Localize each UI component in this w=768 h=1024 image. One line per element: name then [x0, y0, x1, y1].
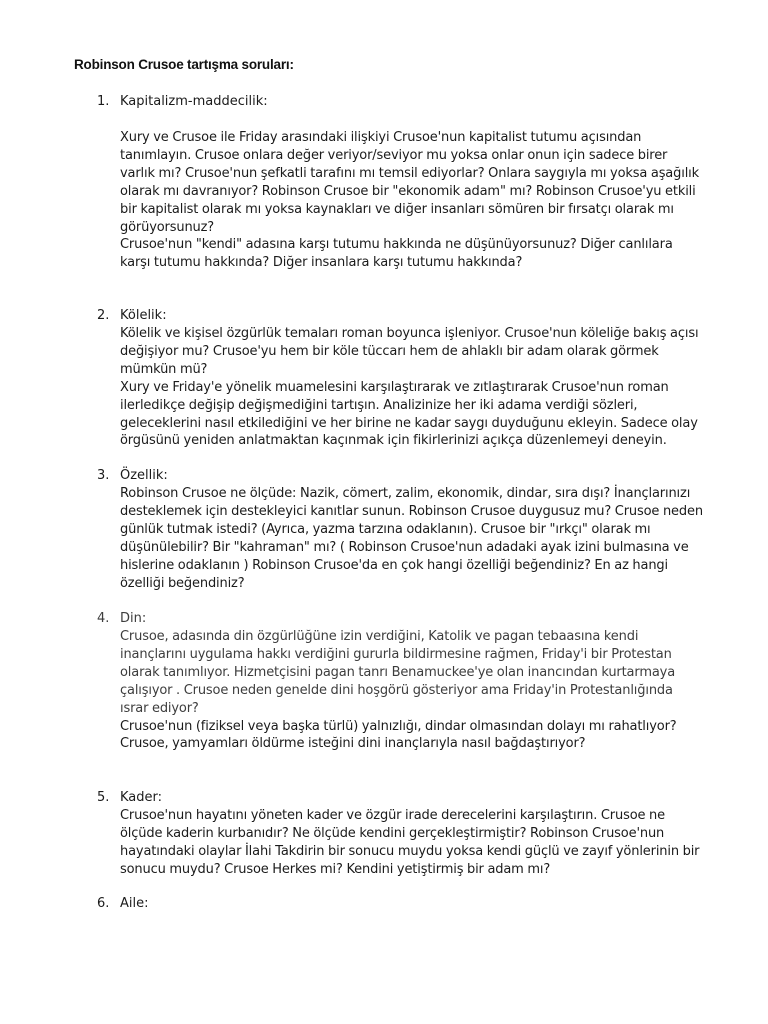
section-heading — [97, 610, 707, 628]
section-number: 6. — [97, 896, 110, 911]
section-heading — [97, 895, 707, 913]
section-paragraph: Crusoe'nun (fiziksel veya başka türlü) yalnızlığı, dindar olmasından dolayı mı rahatlıyor? Crusoe, yamyamları öldürme isteğini dini inançlarıyla nasıl bağdaştırıyor? — [120, 718, 677, 752]
section-label: Din: — [120, 611, 147, 626]
section-paragraph: Crusoe, adasında din özgürlüğüne izin verdiğini, Katolik ve pagan tebaasına kendi inançlarını uygulama hakkı verdiğini gururla bildirmesine rağmen, Friday'i bir Protestan olarak tanımlıyor. Hizmetçisini pagan tanrı Benamuckee'ye olan inancından kurtarmaya çalışıyor . Crusoe neden genelde dini hoşgörü gösteriyor ama Friday'in Protestanlığında ısrar ediyor? — [120, 629, 676, 716]
section-slavery — [97, 307, 707, 450]
section-heading — [97, 789, 707, 807]
section-heading — [97, 307, 707, 325]
section-number: 5. — [97, 790, 110, 805]
section-capitalism — [97, 93, 707, 272]
section-paragraph: Xury ve Crusoe ile Friday arasındaki ilişkiyi Crusoe'nun kapitalist tutumu açısından tanımlayın. Crusoe onlara değer veriyor/seviyor mu yoksa onlar onun için sadece birer varlık mı? Crusoe'nun şefkatli tarafını mı temsil ediyorlar? Onlara saygıyla mı yoksa aşağılık olarak mı davranıyor? Robinson Crusoe bir "ekonomik adam" mı? Robinson Crusoe'yu etkili bir kapitalist olarak mı yoksa kaynakları ve diğer insanları sömüren bir fırsatçı olarak mı görüyorsunuz? Crusoe'nun "kendi" adasına karşı tutumu hakkında ne düşünüyorsunuz? Diğer canlılara karşı tutumu hakkında? Diğer insanlara karşı tutumu hakkında? — [120, 130, 699, 271]
section-family — [97, 895, 707, 913]
section-number: 2. — [97, 308, 110, 323]
section-paragraph: Kölelik ve kişisel özgürlük temaları roman boyunca işleniyor. Crusoe'nun köleliğe bakış açısı değişiyor mu? Crusoe'yu hem bir köle tüccarı hem de ahlaklı bir adam olarak görmek mümkün mü? Xury ve Friday'e yönelik muamelesini karşılaştırarak ve zıtlaştırarak Crusoe'nun roman ilerledikçe değişip değişmediğini tartışın. Analizinize her iki adama verdiği sözleri, geleceklerini nasıl etkilediğini ve her birine ne kadar saygı duyduğunu ekleyin. Sadece olay örgüsünü yeniden anlatmaktan kaçınmak için fikirlerinizi açıkça düzenlemeyi deneyin. — [120, 326, 699, 449]
document-title: Robinson Crusoe tartışma soruları: — [74, 57, 294, 72]
section-label: Kapitalizm-maddecilik: — [120, 94, 268, 109]
section-paragraph: Crusoe'nun hayatını yöneten kader ve özgür irade derecelerini karşılaştırın. Crusoe ne ölçüde kaderin kurbanıdır? Ne ölçüde kendini gerçekleştirmiştir? Robinson Crusoe'nun hayatındaki olaylar İlahi Takdirin bir sonucu muydu yoksa kendi güçlü ve zayıf yönlerinin bir sonucu muydu? Crusoe Herkes mi? Kendini yetiştirmiş bir adam mı? — [120, 808, 700, 877]
section-number: 4. — [97, 611, 110, 626]
section-religion — [97, 610, 707, 753]
section-number: 1. — [97, 94, 110, 109]
section-label: Kölelik: — [120, 308, 167, 323]
section-paragraph: Robinson Crusoe ne ölçüde: Nazik, cömert, zalim, ekonomik, dindar, sıra dışı? İnançlarınızı desteklemek için destekleyici kanıtlar sunun. Robinson Crusoe duygusuz mu? Crusoe neden günlük tutmak istedi? (Ayrıca, yazma tarzına odaklanın). Crusoe bir "ırkçı" olarak mı düşünülebilir? Bir "kahraman" mı? ( Robinson Crusoe'nun adadaki ayak izini bulmasına ve hislerine odaklanın ) Robinson Crusoe'da en çok hangi özelliği beğendiniz? En az hangi özelliği beğendiniz? — [120, 486, 703, 591]
section-label: Özellik: — [120, 468, 168, 483]
section-character — [97, 467, 707, 592]
section-label: Aile: — [120, 896, 149, 911]
section-heading — [97, 467, 707, 485]
section-heading — [97, 93, 707, 111]
section-number: 3. — [97, 468, 110, 483]
section-fate — [97, 789, 707, 879]
section-label: Kader: — [120, 790, 163, 805]
